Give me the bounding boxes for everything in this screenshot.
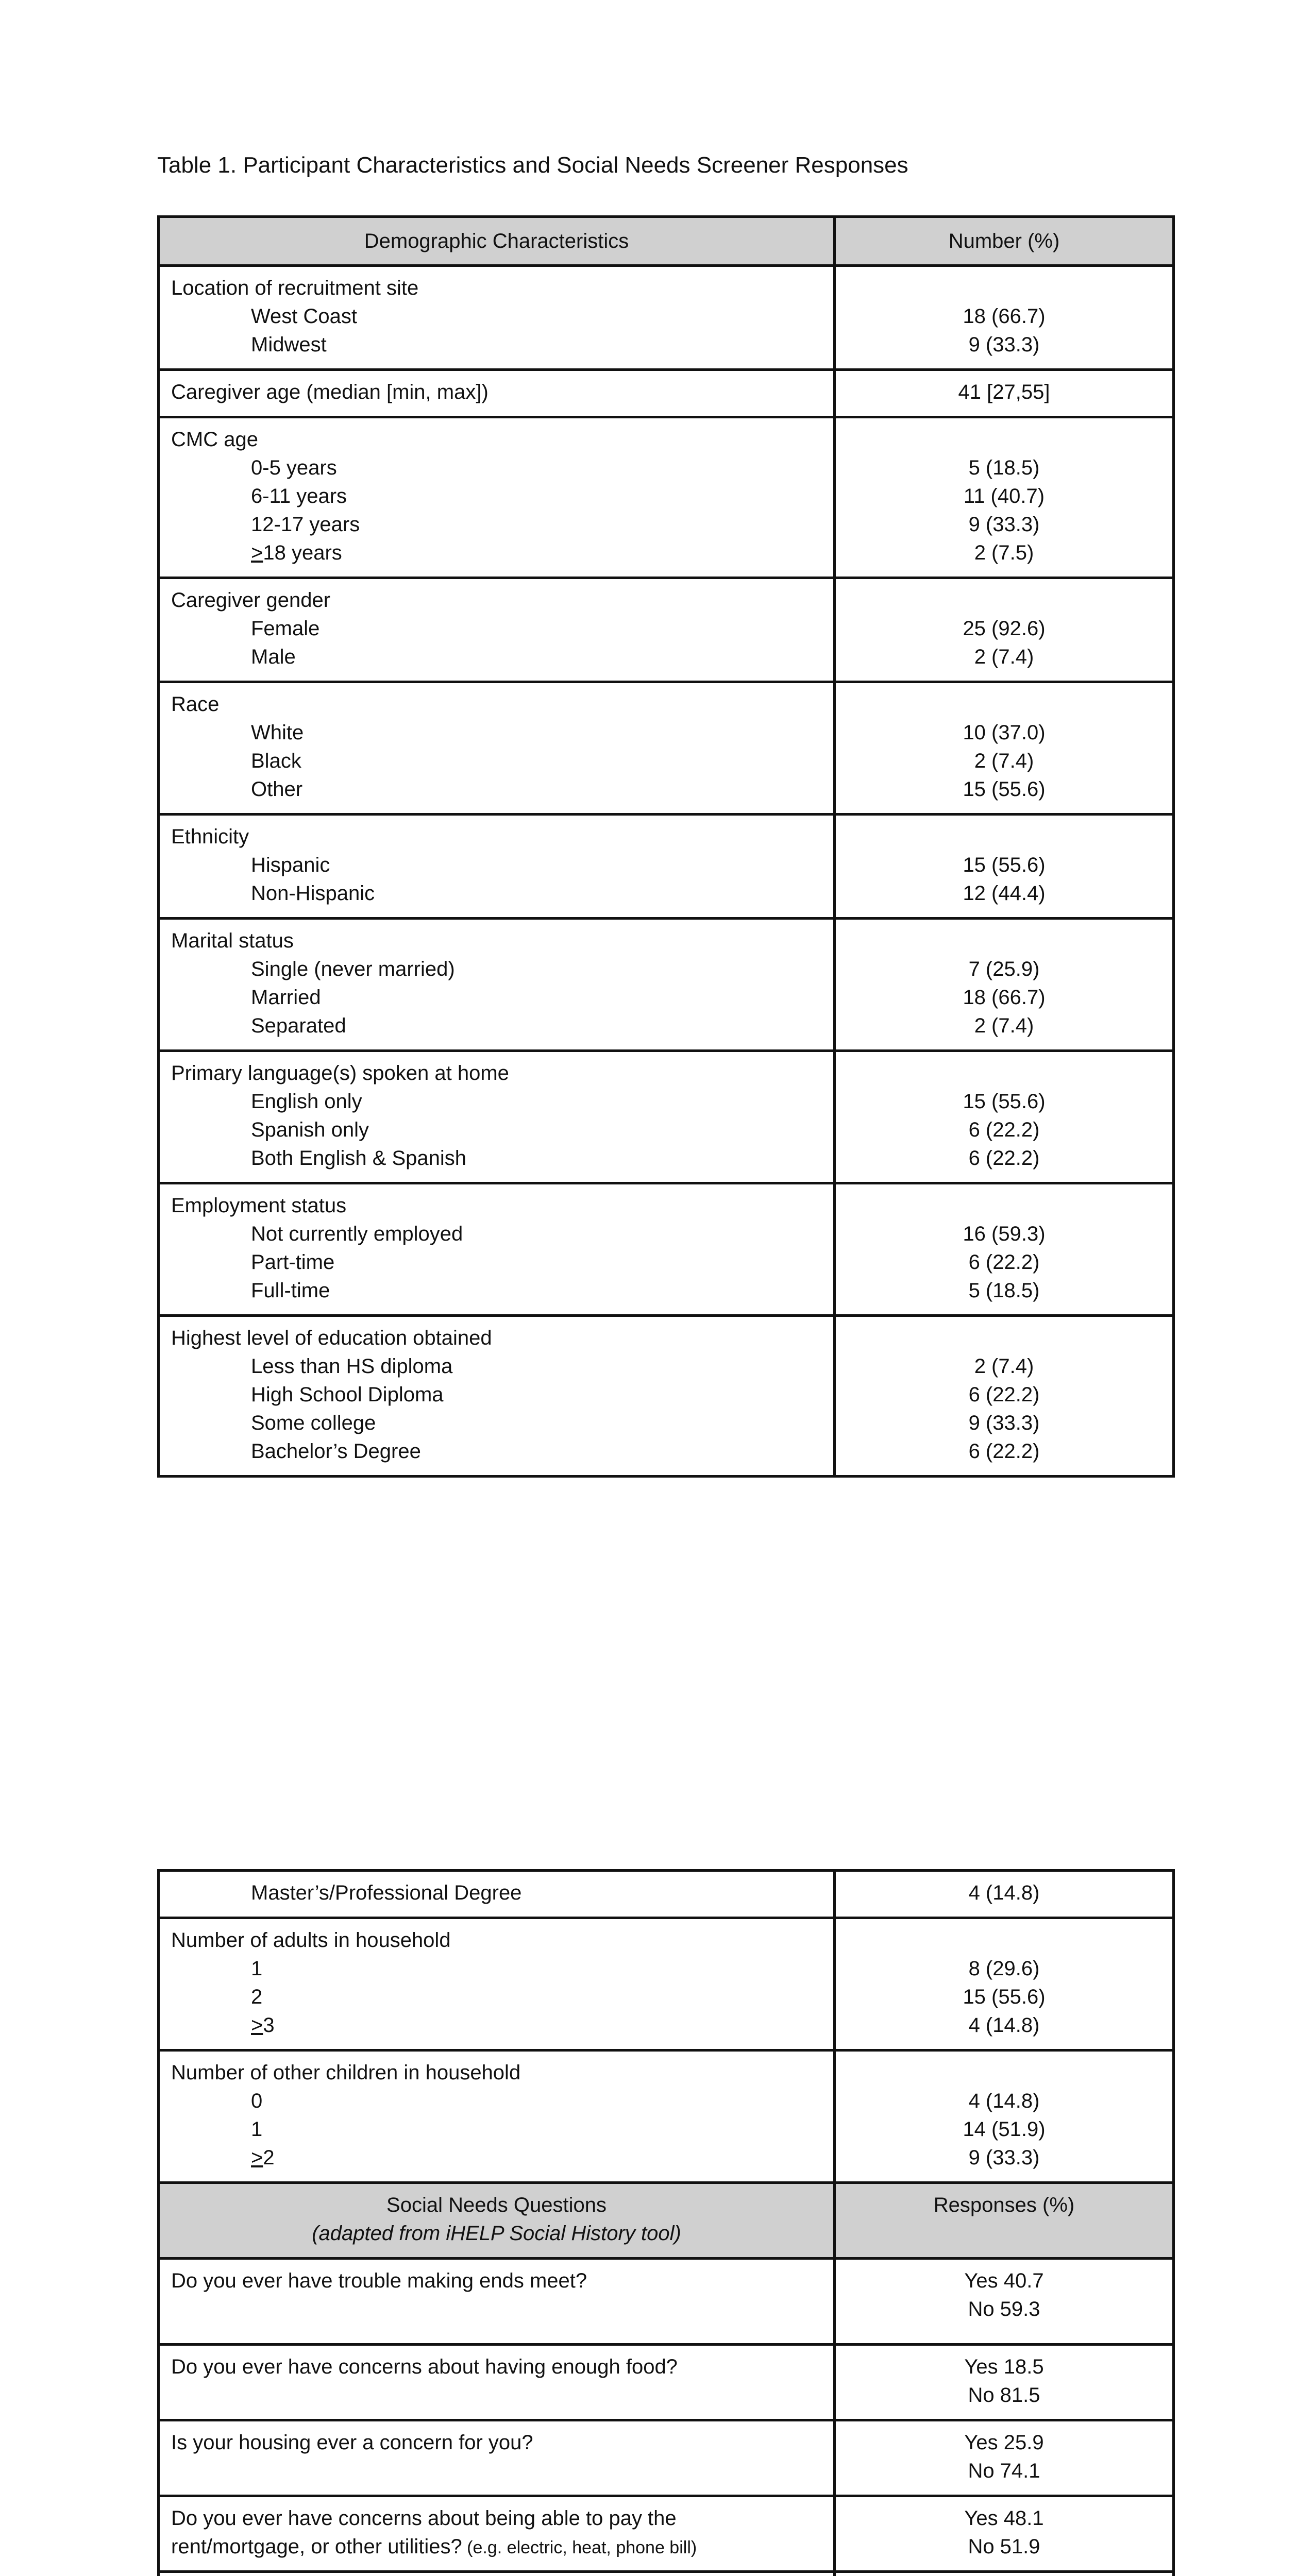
category-value: 14 (51.9) [963, 2118, 1046, 2141]
question-cell [159, 2572, 835, 2576]
category-value: 5 (18.5) [968, 1279, 1040, 1302]
section-label: Number of adults in household [171, 1929, 451, 1952]
category-label: Midwest [251, 333, 327, 356]
category-value: 10 (37.0) [963, 721, 1046, 744]
category-value: 6 (22.2) [968, 1118, 1040, 1141]
table-row [159, 417, 1174, 578]
category-label [171, 539, 822, 567]
category-value: 15 (55.6) [963, 1986, 1046, 2008]
row-label-cell [159, 266, 835, 370]
category-value: 9 (33.3) [968, 1412, 1040, 1434]
row-value-cell [835, 417, 1174, 578]
row-label-cell [159, 1183, 835, 1316]
table-header-row [159, 217, 1174, 266]
response-no: No 81.5 [968, 2384, 1040, 2406]
row-value-cell [835, 370, 1174, 417]
category-label: Part-time [251, 1251, 335, 1274]
category-value: 9 (33.3) [968, 333, 1040, 356]
response-yes: Yes 18.5 [964, 2355, 1044, 2378]
table-row [159, 2496, 1174, 2572]
question-cell [159, 2496, 835, 2572]
category-label-rest: 3 [263, 2014, 275, 2037]
response-yes: Yes 25.9 [964, 2431, 1044, 2454]
row-label-cell [159, 919, 835, 1051]
header-title: Social Needs Questions [386, 2194, 607, 2216]
row-value-cell [835, 1051, 1174, 1183]
row-value-cell [835, 2050, 1174, 2183]
table-row [159, 2345, 1174, 2420]
question-cell [159, 2259, 835, 2345]
section-label: Race [171, 693, 220, 716]
category-value: 2 (7.4) [974, 646, 1034, 668]
response-no: No 59.3 [968, 2298, 1040, 2320]
category-label: 0-5 years [251, 456, 337, 479]
table-row [159, 2259, 1174, 2345]
category-label: West Coast [251, 305, 357, 328]
category-label: 1 [251, 1957, 263, 1980]
row-value-cell [835, 682, 1174, 815]
section-label: Marital status [171, 929, 294, 952]
row-value-cell [835, 1871, 1174, 1918]
header-social-needs-questions [159, 2183, 835, 2259]
section-label: Caregiver age (median [min, max]) [171, 381, 488, 403]
category-label [171, 2011, 822, 2040]
category-value: 16 (59.3) [963, 1223, 1046, 1245]
response-cell [835, 2420, 1174, 2496]
category-value: 4 (14.8) [968, 2014, 1040, 2037]
row-label-cell [159, 682, 835, 815]
response-cell [835, 2496, 1174, 2572]
table-row [159, 1183, 1174, 1316]
category-value: 18 (66.7) [963, 986, 1046, 1009]
table-title: Table 1. Participant Characteristics and Social Needs Screener Responses [157, 152, 908, 178]
category-label: Less than HS diploma [251, 1355, 453, 1378]
category-value: 6 (22.2) [968, 1383, 1040, 1406]
category-label [171, 2144, 822, 2172]
response-no: No 51.9 [968, 2535, 1040, 2558]
category-value: 15 (55.6) [963, 1090, 1046, 1113]
table-row [159, 266, 1174, 370]
category-label: White [251, 721, 304, 744]
table-row [159, 919, 1174, 1051]
table-row [159, 815, 1174, 919]
header-number-percent: Number (%) [835, 217, 1174, 266]
category-value: 2 (7.4) [974, 1014, 1034, 1037]
table-row [159, 1871, 1174, 1918]
category-value: 6 (22.2) [968, 1147, 1040, 1170]
category-value: 41 [27,55] [958, 381, 1050, 403]
category-value: 4 (14.8) [968, 1882, 1040, 1904]
row-label-cell [159, 578, 835, 682]
category-label: 6-11 years [251, 485, 347, 507]
category-label: Master’s/Professional Degree [251, 1882, 522, 1904]
category-label: Bachelor’s Degree [251, 1440, 421, 1463]
category-value: 6 (22.2) [968, 1440, 1040, 1463]
category-label: 12-17 years [251, 513, 360, 536]
section-label: Highest level of education obtained [171, 1327, 492, 1349]
category-label: 2 [251, 1986, 263, 2008]
question-text: Do you ever have concerns about being able to pay the [171, 2507, 677, 2530]
section-label: Caregiver gender [171, 589, 331, 612]
category-value: 18 (66.7) [963, 305, 1046, 328]
row-value-cell [835, 815, 1174, 919]
category-label: Spanish only [251, 1118, 369, 1141]
row-label-cell [159, 2050, 835, 2183]
category-label: Black [251, 750, 301, 772]
header-demographic-characteristics: Demographic Characteristics [159, 217, 835, 266]
demographics-table [157, 215, 1175, 1478]
category-value: 2 (7.4) [974, 750, 1034, 772]
row-label-cell [159, 815, 835, 919]
row-value-cell [835, 1316, 1174, 1477]
category-label: Male [251, 646, 296, 668]
category-label: Some college [251, 1412, 376, 1434]
category-value: 8 (29.6) [968, 1957, 1040, 1980]
category-label: Full-time [251, 1279, 330, 1302]
row-label-cell [159, 1051, 835, 1183]
greater-equal-symbol: > [251, 541, 263, 564]
row-value-cell [835, 1183, 1174, 1316]
question-cell [159, 2345, 835, 2420]
table-row [159, 2572, 1174, 2576]
table-row [159, 1316, 1174, 1477]
continued-table [157, 1869, 1175, 2576]
category-value: 9 (33.3) [968, 2146, 1040, 2169]
category-label: High School Diploma [251, 1383, 444, 1406]
section-label: Number of other children in household [171, 2061, 521, 2084]
response-yes: Yes 40.7 [964, 2269, 1044, 2292]
category-label: 0 [251, 2090, 263, 2112]
greater-equal-symbol: > [251, 2146, 263, 2169]
table-row [159, 682, 1174, 815]
question-example-note: (e.g. electric, heat, phone bill) [462, 2538, 697, 2557]
response-yes: Yes 48.1 [964, 2507, 1044, 2530]
response-cell [835, 2345, 1174, 2420]
question-cell [159, 2420, 835, 2496]
category-label: Hispanic [251, 854, 330, 876]
category-value: 9 (33.3) [968, 513, 1040, 536]
greater-equal-symbol: > [251, 2014, 263, 2037]
table-row [159, 2420, 1174, 2496]
row-label-cell [159, 370, 835, 417]
category-label-rest: 2 [263, 2146, 275, 2169]
question-text: Do you ever have concerns about having enough food? [171, 2355, 678, 2378]
category-label: English only [251, 1090, 362, 1113]
header-subtitle: (adapted from iHELP Social History tool) [312, 2222, 681, 2245]
category-label: Separated [251, 1014, 346, 1037]
category-value: 6 (22.2) [968, 1251, 1040, 1274]
category-value: 7 (25.9) [968, 958, 1040, 980]
row-label-cell [159, 1918, 835, 2050]
category-value: 5 (18.5) [968, 456, 1040, 479]
question-text-line2: rent/mortgage, or other utilities? [171, 2535, 462, 2558]
row-label-cell [159, 417, 835, 578]
category-label: Married [251, 986, 321, 1009]
category-value: 15 (55.6) [963, 854, 1046, 876]
row-value-cell [835, 266, 1174, 370]
category-label: Female [251, 617, 320, 640]
category-label: Both English & Spanish [251, 1147, 467, 1170]
category-value: 11 (40.7) [963, 485, 1045, 507]
row-label-cell [159, 1316, 835, 1477]
category-label: Other [251, 778, 303, 801]
row-value-cell [835, 578, 1174, 682]
category-label: Single (never married) [251, 958, 455, 980]
row-value-cell [835, 919, 1174, 1051]
table-row [159, 2050, 1174, 2183]
row-label-cell [159, 1871, 835, 1918]
section-label: Primary language(s) spoken at home [171, 1062, 509, 1084]
table-row [159, 370, 1174, 417]
category-value: 15 (55.6) [963, 778, 1046, 801]
category-value: 25 (92.6) [963, 617, 1046, 640]
section-label: Location of recruitment site [171, 277, 419, 299]
question-text: Is your housing ever a concern for you? [171, 2431, 533, 2454]
table-row [159, 578, 1174, 682]
section-label: Employment status [171, 1194, 347, 1217]
section-label: Ethnicity [171, 825, 249, 848]
header-title: Responses (%) [933, 2194, 1075, 2216]
category-label: 1 [251, 2118, 263, 2141]
category-value: 2 (7.5) [974, 541, 1034, 564]
response-no: No 74.1 [968, 2460, 1040, 2482]
category-label-rest: 18 years [263, 541, 342, 564]
category-value: 2 (7.4) [974, 1355, 1034, 1378]
category-label: Non-Hispanic [251, 882, 375, 905]
response-cell [835, 2259, 1174, 2345]
question-text: Do you ever have trouble making ends meet? [171, 2269, 587, 2292]
header-responses-percent [835, 2183, 1174, 2259]
social-needs-header-row [159, 2183, 1174, 2259]
category-label: Not currently employed [251, 1223, 463, 1245]
response-cell [835, 2572, 1174, 2576]
section-label: CMC age [171, 428, 258, 451]
row-value-cell [835, 1918, 1174, 2050]
table-row [159, 1051, 1174, 1183]
table-row [159, 1918, 1174, 2050]
category-value: 4 (14.8) [968, 2090, 1040, 2112]
category-value: 12 (44.4) [963, 882, 1046, 905]
question-text-continued [171, 2533, 822, 2561]
